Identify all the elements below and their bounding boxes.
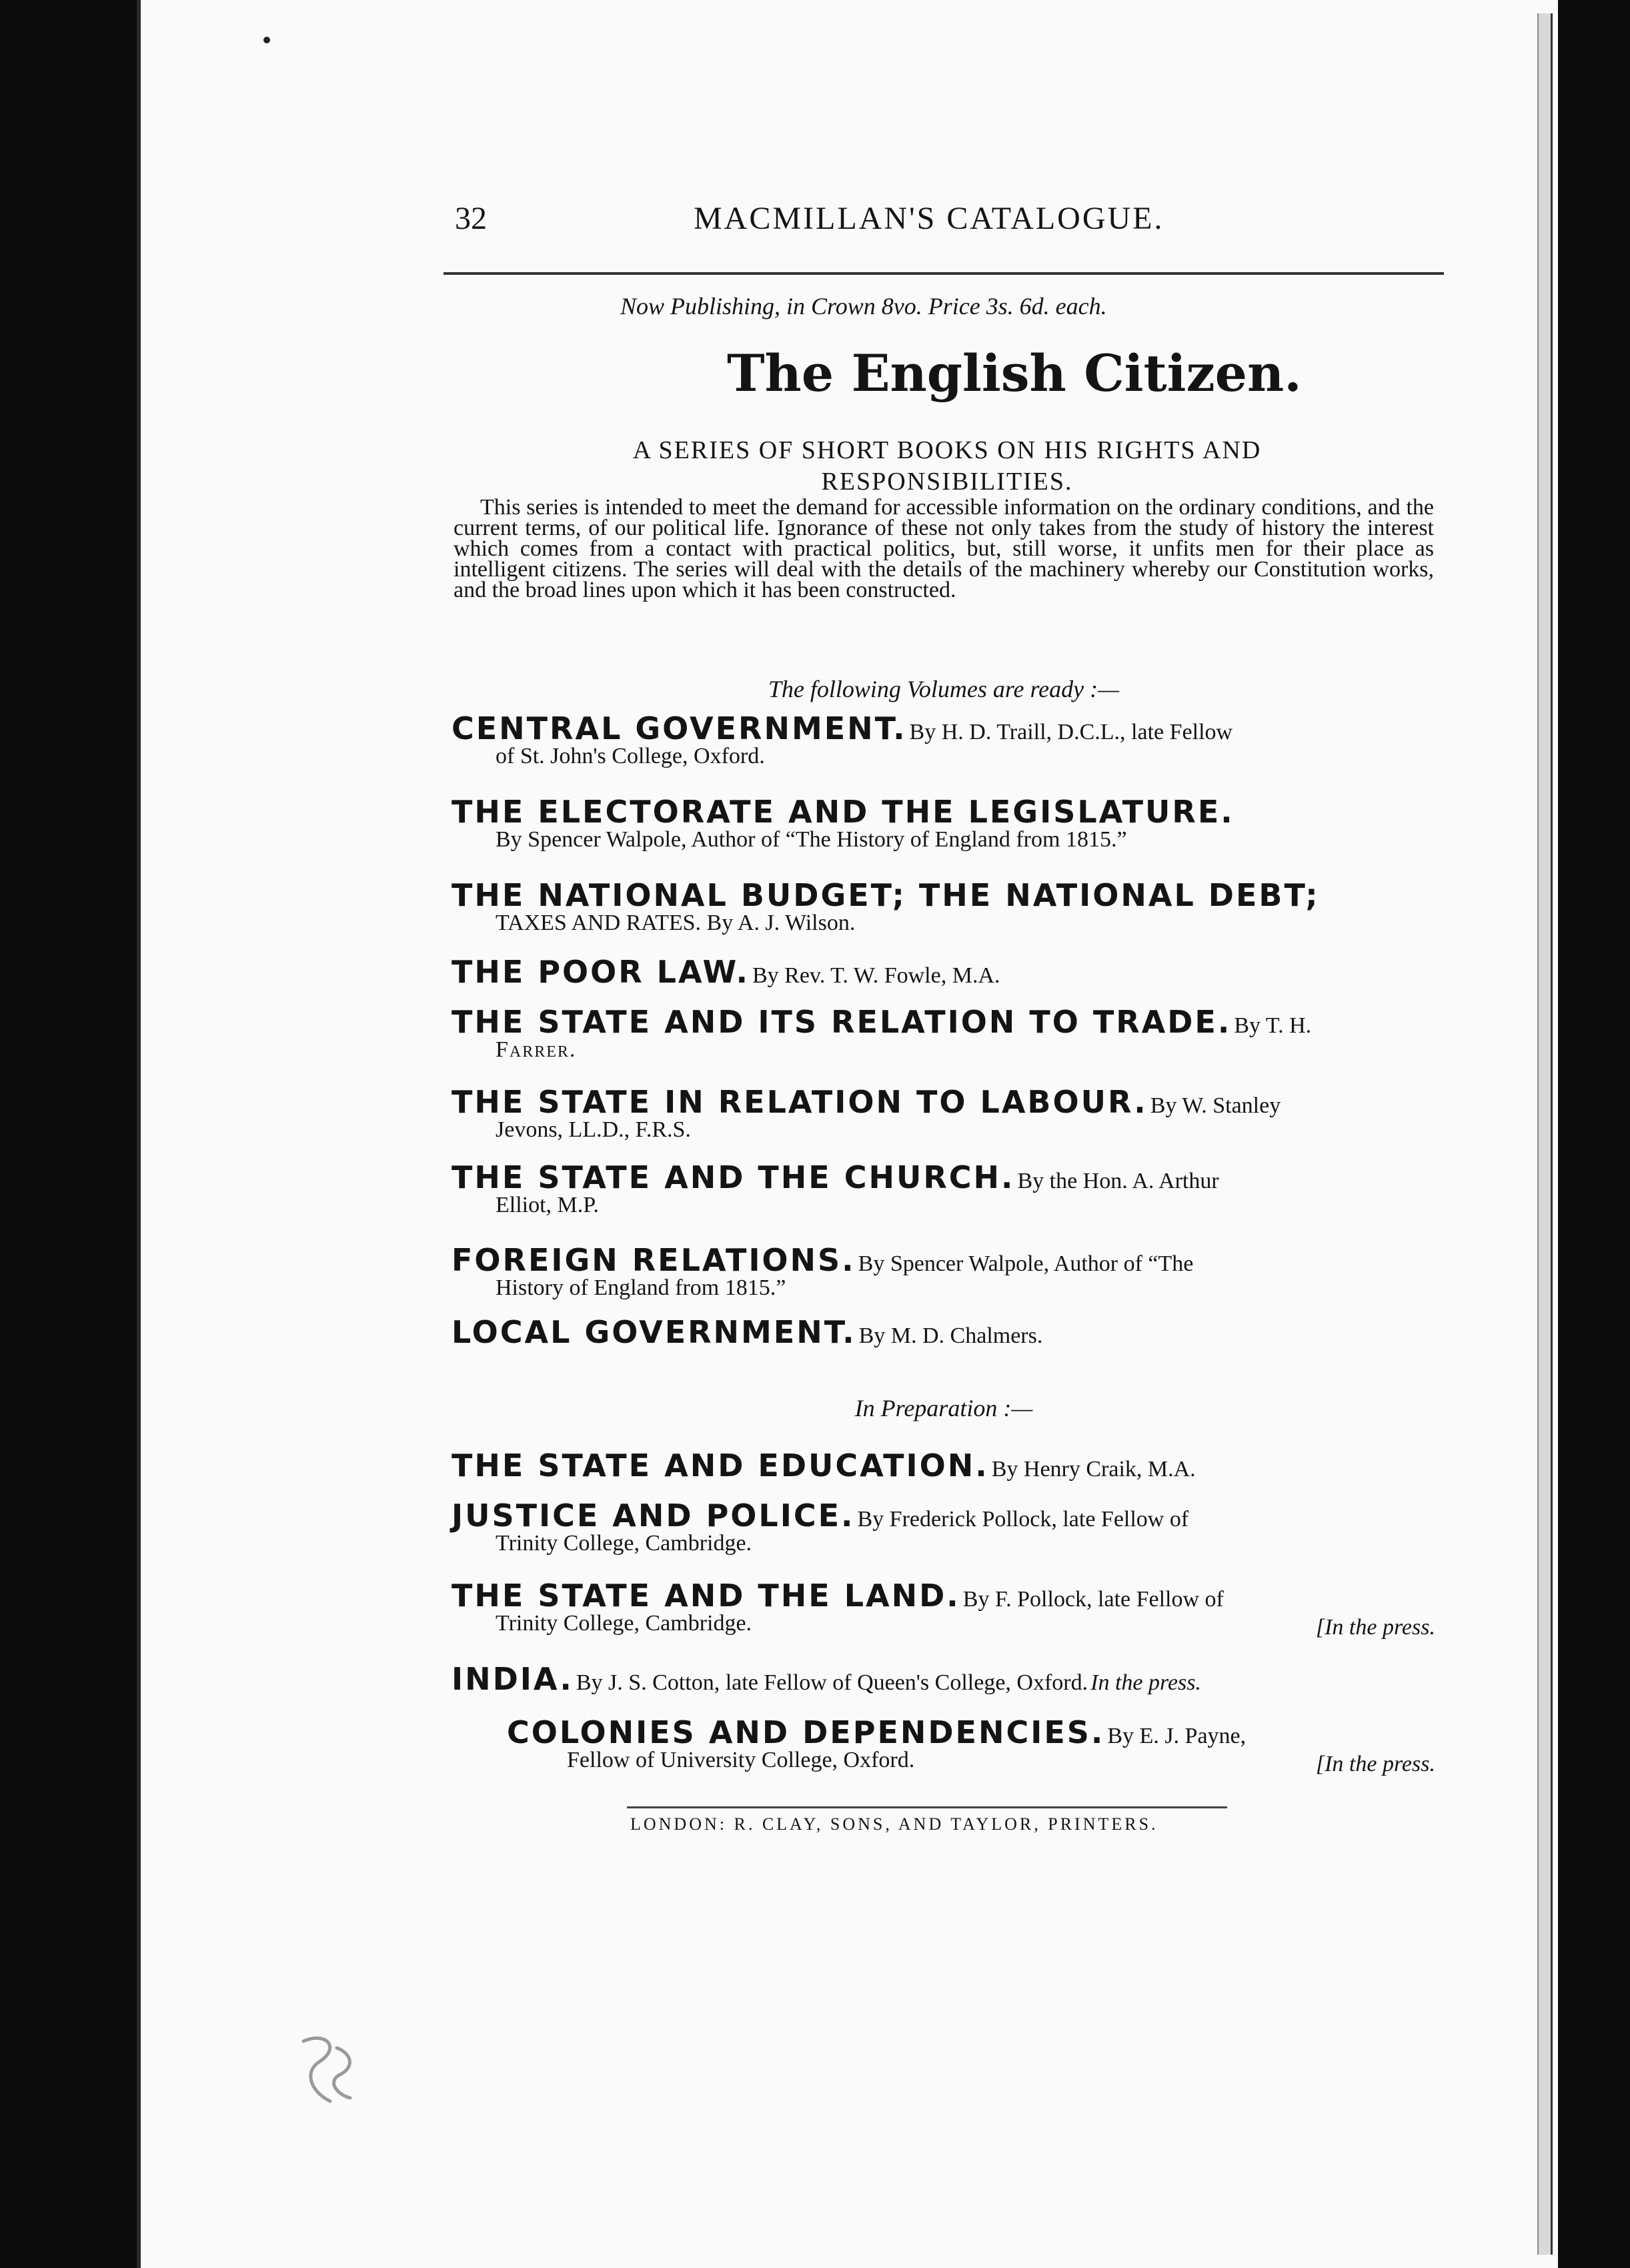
page-number: 32	[455, 201, 487, 236]
volume-detail: Jevons, LL.D., F.R.S.	[496, 1117, 691, 1142]
volume-title: COLONIES AND DEPENDENCIES.	[507, 1714, 1105, 1750]
volume-title: LOCAL GOVERNMENT.	[452, 1314, 856, 1350]
volume-author: By E. J. Payne,	[1107, 1724, 1247, 1748]
volume-title: THE STATE AND ITS RELATION TO TRADE.	[452, 1004, 1232, 1040]
preparation-heading: In Preparation :—	[854, 1395, 1033, 1422]
volume-detail: By Spencer Walpole, Author of “The History of England from 1815.”	[496, 827, 1127, 852]
volume-entry	[452, 954, 1435, 990]
scan-border	[1558, 0, 1630, 2268]
volume-author: By W. Stanley	[1150, 1093, 1281, 1118]
volume-detail: Farrer.	[496, 1037, 577, 1062]
volume-title: JUSTICE AND POLICE.	[452, 1498, 855, 1534]
volume-entry	[452, 1084, 1435, 1143]
volume-author: By F. Pollock, late Fellow of	[962, 1587, 1224, 1612]
volume-entry	[452, 1004, 1435, 1063]
volume-entry	[452, 1498, 1435, 1556]
volume-author: By Henry Craik, M.A.	[991, 1457, 1196, 1482]
volume-entry	[452, 877, 1435, 936]
volume-detail: History of England from 1815.”	[496, 1275, 786, 1300]
volume-detail: TAXES AND RATES. By A. J. Wilson.	[496, 911, 856, 935]
volume-title: THE NATIONAL BUDGET; THE NATIONAL DEBT;	[452, 877, 1320, 913]
series-intro: This series is intended to meet the demand for accessible information on the ordinary conditions, and the current terms, of our political life. Ignorance of these not only takes from the study of history the interest which comes from a contact with practical politics, but, still worse, it unfits men for their place as intelligent citizens. The series will deal with the details of the machinery whereby our Constitution works, and the broad lines upon which it has been constructed.	[454, 495, 1434, 602]
volume-detail: Trinity College, Cambridge.	[496, 1611, 752, 1636]
printer-imprint: LONDON: R. CLAY, SONS, AND TAYLOR, PRINTERS.	[630, 1814, 1158, 1834]
volume-title: THE STATE AND EDUCATION.	[452, 1448, 989, 1484]
volume-title: CENTRAL GOVERNMENT.	[452, 710, 907, 746]
volume-entry	[452, 1448, 1435, 1484]
pencil-mark	[290, 2028, 363, 2115]
press-note: In the press.	[1090, 1670, 1202, 1695]
imprint-rule	[627, 1806, 1227, 1808]
volume-author: By J. S. Cotton, late Fellow of Queen's College, Oxford.	[576, 1670, 1088, 1695]
volume-author: By Frederick Pollock, late Fellow of	[857, 1507, 1189, 1532]
volume-author: By M. D. Chalmers.	[858, 1323, 1043, 1348]
volume-author: By H. D. Traill, D.C.L., late Fellow	[909, 720, 1233, 744]
volume-entry	[452, 794, 1435, 853]
volume-detail: Trinity College, Cambridge.	[496, 1531, 752, 1556]
volume-detail: Fellow of University College, Oxford.	[567, 1748, 915, 1772]
ready-heading: The following Volumes are ready :—	[768, 676, 1120, 702]
volume-title: THE STATE AND THE CHURCH.	[452, 1159, 1015, 1195]
volume-entry	[452, 1661, 1435, 1697]
volume-title: INDIA.	[452, 1661, 574, 1697]
series-title: The English Citizen.	[727, 344, 1302, 403]
volume-entry	[452, 1159, 1435, 1218]
volume-title: THE STATE IN RELATION TO LABOUR.	[452, 1084, 1148, 1120]
volume-author: By Rev. T. W. Fowle, M.A.	[752, 963, 1000, 988]
volume-title: FOREIGN RELATIONS.	[452, 1242, 856, 1278]
volume-entry	[452, 710, 1435, 769]
volume-entry	[452, 1578, 1435, 1640]
volume-title: THE ELECTORATE AND THE LEGISLATURE.	[452, 794, 1235, 830]
series-subtitle: A SERIES OF SHORT BOOKS ON HIS RIGHTS AND RESPONSIBILITIES.	[632, 436, 1262, 496]
volume-detail: Elliot, M.P.	[496, 1193, 599, 1217]
volume-author: By the Hon. A. Arthur	[1017, 1169, 1219, 1193]
page-edge	[1537, 13, 1553, 2255]
running-title: MACMILLAN'S CATALOGUE.	[694, 201, 1164, 236]
scan-speck	[263, 37, 270, 43]
volume-detail: of St. John's College, Oxford.	[496, 744, 765, 768]
volume-author: By T. H.	[1234, 1013, 1312, 1038]
volume-entry	[452, 1242, 1435, 1301]
header-rule	[444, 272, 1444, 275]
volume-entry	[452, 1314, 1435, 1350]
publication-note: Now Publishing, in Crown 8vo. Price 3s. 6d. each.	[620, 293, 1107, 320]
volume-title: THE STATE AND THE LAND.	[452, 1578, 960, 1614]
volume-entry	[507, 1714, 1435, 1776]
volume-title: THE POOR LAW.	[452, 954, 750, 990]
press-note: [In the press.	[1315, 1752, 1435, 1776]
press-note: [In the press.	[1315, 1615, 1435, 1640]
volume-author: By Spencer Walpole, Author of “The	[858, 1251, 1194, 1276]
